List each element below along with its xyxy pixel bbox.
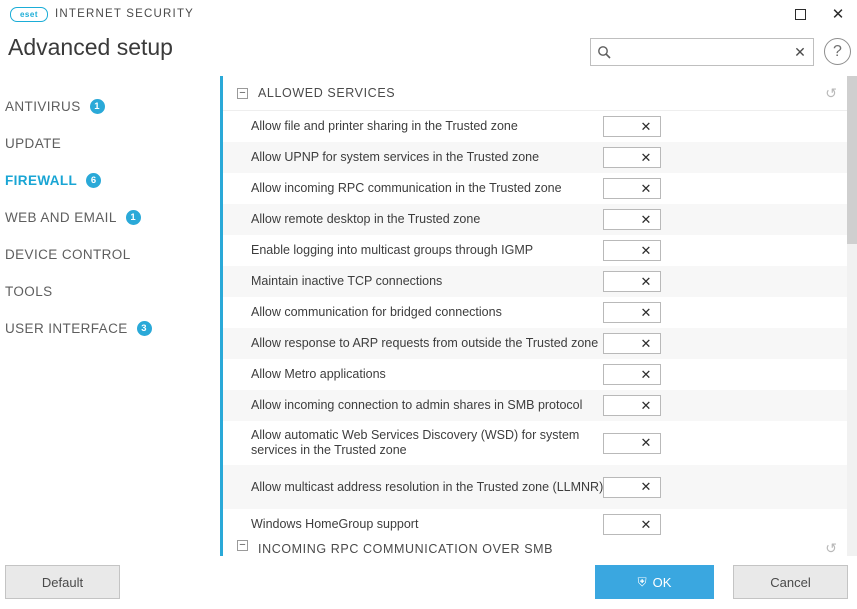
setting-toggle[interactable] bbox=[603, 514, 661, 535]
sidebar-item-device-control[interactable] bbox=[0, 236, 220, 273]
setting-label: Allow remote desktop in the Trusted zone bbox=[251, 212, 481, 226]
setting-label: Enable logging into multicast groups through IGMP bbox=[251, 243, 534, 257]
eset-logo-icon: eset bbox=[10, 7, 48, 22]
setting-label: Allow incoming connection to admin shares in SMB protocol bbox=[251, 398, 583, 412]
setting-label: Allow communication for bridged connections bbox=[251, 305, 502, 319]
setting-label: Allow automatic Web Services Discovery (WSD) for system services in the Trusted zone bbox=[251, 428, 580, 457]
vertical-scrollbar[interactable] bbox=[847, 76, 857, 556]
sidebar-item-label: UPDATE bbox=[5, 136, 62, 151]
setting-row[interactable] bbox=[223, 465, 847, 509]
toggle-knob: ✕ bbox=[632, 365, 660, 384]
setting-row[interactable] bbox=[223, 235, 847, 266]
setting-row[interactable] bbox=[223, 328, 847, 359]
setting-toggle[interactable] bbox=[603, 433, 661, 454]
toggle-knob: ✕ bbox=[632, 434, 660, 453]
revert-icon[interactable]: ↺ bbox=[825, 540, 837, 556]
setting-toggle[interactable] bbox=[603, 271, 661, 292]
setting-toggle[interactable] bbox=[603, 178, 661, 199]
setting-toggle[interactable] bbox=[603, 333, 661, 354]
settings-list bbox=[223, 76, 847, 556]
setting-label: Allow UPNP for system services in the Trusted zone bbox=[251, 150, 540, 164]
shield-icon: ⛨ bbox=[637, 574, 647, 589]
collapse-icon[interactable]: − bbox=[237, 540, 248, 551]
sidebar-item-badge: 3 bbox=[137, 321, 152, 336]
search-box[interactable] bbox=[590, 38, 814, 66]
setting-row[interactable] bbox=[223, 359, 847, 390]
maximize-button[interactable] bbox=[781, 0, 819, 28]
cancel-button[interactable]: Cancel bbox=[733, 565, 848, 599]
default-button[interactable]: Default bbox=[5, 565, 120, 599]
body bbox=[0, 76, 857, 556]
setting-row[interactable] bbox=[223, 142, 847, 173]
brand bbox=[0, 7, 194, 22]
setting-row[interactable] bbox=[223, 111, 847, 142]
scrollbar-thumb[interactable] bbox=[847, 76, 857, 244]
sidebar-item-update[interactable] bbox=[0, 125, 220, 162]
help-button[interactable]: ? bbox=[824, 38, 851, 65]
setting-row[interactable] bbox=[223, 173, 847, 204]
sidebar-item-badge: 1 bbox=[126, 210, 141, 225]
close-icon: ✕ bbox=[831, 6, 845, 23]
setting-label: Allow multicast address resolution in the Trusted zone (LLMNR) bbox=[251, 479, 604, 494]
ok-button-label: OK bbox=[652, 574, 672, 590]
toggle-knob: ✕ bbox=[632, 148, 660, 167]
search-icon bbox=[591, 45, 617, 59]
setting-toggle[interactable] bbox=[603, 302, 661, 323]
setting-label: Allow response to ARP requests from outside the Trusted zone bbox=[251, 336, 599, 350]
setting-row[interactable] bbox=[223, 266, 847, 297]
sidebar bbox=[0, 76, 220, 556]
setting-toggle[interactable] bbox=[603, 209, 661, 230]
setting-toggle[interactable] bbox=[603, 364, 661, 385]
sidebar-item-label: FIREWALL bbox=[5, 173, 78, 188]
setting-row[interactable] bbox=[223, 509, 847, 540]
setting-label: Windows HomeGroup support bbox=[251, 517, 419, 531]
setting-label: Allow incoming RPC communication in the Trusted zone bbox=[251, 181, 562, 195]
setting-label: Maintain inactive TCP connections bbox=[251, 274, 443, 288]
sidebar-item-label: ANTIVIRUS bbox=[5, 99, 81, 114]
maximize-icon bbox=[795, 9, 806, 20]
section-title: ALLOWED SERVICES bbox=[258, 86, 396, 100]
close-button[interactable] bbox=[819, 0, 857, 28]
toggle-knob: ✕ bbox=[632, 478, 660, 497]
sidebar-item-badge: 6 bbox=[86, 173, 101, 188]
section-header-incoming-rpc-over-smb[interactable] bbox=[223, 540, 847, 556]
settings-panel bbox=[220, 76, 857, 556]
page-title: Advanced setup bbox=[8, 34, 173, 60]
toggle-knob: ✕ bbox=[632, 396, 660, 415]
setting-label: Allow Metro applications bbox=[251, 367, 386, 381]
setting-label: Allow file and printer sharing in the Trusted zone bbox=[251, 119, 518, 133]
toggle-knob: ✕ bbox=[632, 210, 660, 229]
toggle-knob: ✕ bbox=[632, 334, 660, 353]
header bbox=[0, 28, 857, 76]
setting-toggle[interactable] bbox=[603, 240, 661, 261]
setting-row[interactable] bbox=[223, 297, 847, 328]
setting-toggle[interactable] bbox=[603, 147, 661, 168]
sidebar-item-firewall[interactable] bbox=[0, 162, 220, 199]
section-header-allowed-services[interactable] bbox=[223, 76, 847, 111]
sidebar-item-label: WEB AND EMAIL bbox=[5, 210, 117, 225]
toggle-knob: ✕ bbox=[632, 515, 660, 534]
sidebar-item-tools[interactable] bbox=[0, 273, 220, 310]
section-title: INCOMING RPC COMMUNICATION OVER SMB bbox=[258, 542, 554, 556]
sidebar-item-user-interface[interactable] bbox=[0, 310, 220, 347]
setting-row[interactable] bbox=[223, 421, 847, 465]
window-controls bbox=[781, 0, 857, 28]
ok-button[interactable] bbox=[595, 565, 714, 599]
sidebar-item-label: TOOLS bbox=[5, 284, 53, 299]
collapse-icon[interactable]: − bbox=[237, 88, 248, 99]
sidebar-item-web-and-email[interactable] bbox=[0, 199, 220, 236]
setting-toggle[interactable] bbox=[603, 395, 661, 416]
product-name: INTERNET SECURITY bbox=[55, 8, 195, 20]
footer bbox=[0, 556, 857, 609]
search-clear-icon[interactable]: ✕ bbox=[794, 43, 806, 60]
sidebar-item-antivirus[interactable] bbox=[0, 88, 220, 125]
setting-row[interactable] bbox=[223, 204, 847, 235]
toggle-knob: ✕ bbox=[632, 117, 660, 136]
toggle-knob: ✕ bbox=[632, 272, 660, 291]
toggle-knob: ✕ bbox=[632, 179, 660, 198]
setting-toggle[interactable] bbox=[603, 477, 661, 498]
toggle-knob: ✕ bbox=[632, 303, 660, 322]
setting-row[interactable] bbox=[223, 390, 847, 421]
sidebar-item-label: DEVICE CONTROL bbox=[5, 247, 131, 262]
toggle-knob: ✕ bbox=[632, 241, 660, 260]
sidebar-item-label: USER INTERFACE bbox=[5, 321, 128, 336]
title-bar bbox=[0, 0, 857, 28]
setting-toggle[interactable] bbox=[603, 116, 661, 137]
sidebar-item-badge: 1 bbox=[90, 99, 105, 114]
search-input[interactable] bbox=[617, 39, 787, 65]
revert-icon[interactable]: ↺ bbox=[825, 84, 837, 101]
